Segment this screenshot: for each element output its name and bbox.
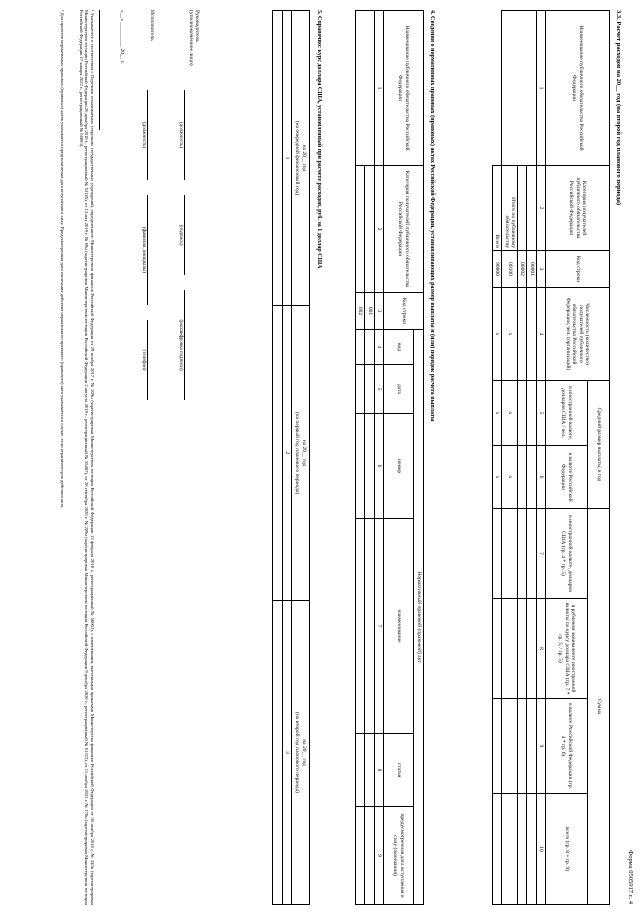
table-cell <box>502 699 518 794</box>
table-cell <box>356 365 365 414</box>
table-cell <box>518 166 527 251</box>
col-num: 2 <box>536 166 545 251</box>
section-3-3-title: 3.3. Расчет расходов на 20__ год (на второй год планового периода) <box>615 10 622 206</box>
header-sum-rub-conv: в рублевом эквиваленте иностранной валюты по курсу доллара США (гр. 7 * гр. 5, / гр. 5) <box>546 599 588 699</box>
table-cell <box>527 446 536 509</box>
col-num: 1 <box>536 11 545 166</box>
table-cell <box>493 699 502 794</box>
table-cell <box>502 794 518 905</box>
exec-position-line <box>147 90 148 180</box>
cell-x: x <box>502 288 518 381</box>
header-sum-fx: в иностранной валюте, долларов США (гр. 4 * гр. 5) <box>546 509 588 599</box>
cell-x: x <box>502 381 518 446</box>
table-cell <box>502 599 518 699</box>
col-num: 6 <box>536 446 545 509</box>
col-num: 9 <box>374 807 383 905</box>
npa-table <box>355 10 424 905</box>
position-caption: (должность) <box>178 121 183 149</box>
table-cell <box>527 699 536 794</box>
table-cell <box>356 414 365 519</box>
year-caption: (на второй год планового периода) <box>294 712 301 793</box>
col-num: 3 <box>536 251 545 288</box>
row-code: 00001 <box>527 251 536 288</box>
exec-fio-caption: (фамилия, инициалы) <box>141 226 146 274</box>
executor-label: Исполнитель <box>149 10 155 41</box>
table-cell <box>527 599 536 699</box>
year-caption: (на первый год планового периода) <box>294 411 301 495</box>
header-category: Категория получателей публичного обязательства Российской Федерации <box>546 166 610 251</box>
header-npa: Нормативный правовой (правовой) акт <box>414 330 424 905</box>
table-cell <box>272 601 282 905</box>
row-code: 00002 <box>518 251 527 288</box>
header-date: дата <box>384 365 414 414</box>
header-code: Код строки <box>384 293 424 330</box>
cell-x: x <box>493 446 502 509</box>
row-code: 002 <box>356 293 365 330</box>
header-avg-fx: в иностранной валюте, долларов США / чел. <box>546 381 588 446</box>
table-cell <box>365 807 374 905</box>
year-label: на 20__ год <box>300 439 307 467</box>
section-5-title: 5. Справочно: курс доллара США, установленный при расчете расходов, руб. за 1 доллар США <box>316 10 322 269</box>
col-num: 5 <box>536 381 545 446</box>
row-code: 00100 <box>502 251 518 288</box>
table-cell <box>518 381 527 446</box>
col-num: 10 <box>536 794 545 905</box>
header-expire: предусмотренная дата вступления в силу (окончания) <box>384 807 414 905</box>
header-year-1 <box>292 11 310 306</box>
footnote-separator <box>99 10 100 130</box>
col-num: 1 <box>282 11 291 306</box>
year-caption: (на очередной финансовый год) <box>294 120 301 196</box>
exec-fio-line <box>147 195 148 305</box>
col-num: 8 <box>374 734 383 807</box>
header-sum: Сумма <box>588 509 610 905</box>
col-num: 7 <box>536 509 545 599</box>
col-num: 4 <box>374 330 383 365</box>
col-num: 7 <box>374 519 383 734</box>
header-name: Наименование публичного обязательства Российской Федерации <box>546 11 610 166</box>
table-cell <box>365 365 374 414</box>
table-cell <box>518 794 527 905</box>
table-cell <box>365 734 374 807</box>
col-num: 4 <box>536 288 545 381</box>
col-num: 3 <box>374 293 383 330</box>
table-cell <box>365 166 374 293</box>
table-cell <box>356 734 365 807</box>
table-cell <box>527 794 536 905</box>
col-num: 8 <box>536 599 545 699</box>
row-code: 001 <box>365 293 374 330</box>
date-line: «__» _________ 20__ г. <box>119 10 125 64</box>
table-cell <box>527 509 536 599</box>
header-total: всего (гр. 8 + гр. 9) <box>546 794 588 905</box>
header-vid: вид <box>384 330 414 365</box>
col-num: 6 <box>374 414 383 519</box>
header-category: Категория получателей публичного обязательства Российской Федерации <box>384 166 424 293</box>
year-label: на 20__ год <box>300 739 307 766</box>
table-cell <box>356 11 375 166</box>
table-cell <box>527 166 536 251</box>
header-code: Код строки <box>546 251 610 288</box>
table-cell <box>365 414 374 519</box>
table-cell <box>493 509 502 599</box>
table-cell <box>502 11 536 166</box>
table-cell <box>356 166 365 293</box>
col-num: 3 <box>282 601 291 905</box>
table-cell <box>518 446 527 509</box>
phone-caption: (телефон) <box>141 349 146 371</box>
position-line <box>184 90 185 180</box>
cell-x: x <box>502 446 518 509</box>
expenses-table <box>492 10 610 905</box>
table-cell <box>493 599 502 699</box>
header-name: Наименование публичного обязательства Российской Федерации <box>384 11 424 166</box>
year-label: на 20__ год <box>300 144 307 172</box>
section-4-title: 4. Сведения о нормативных правовых (правовых) актах Российской Федерации, устанавливающих размер выплаты и (или) порядок расчета выплаты <box>429 10 435 422</box>
col-num: 5 <box>374 365 383 414</box>
footnote-2: ² Для проектов нормативных правовых (правовых) актов указывается предполагаемая дата вступления в силу. Предусмотренная дата окончания действия нормативного правового (правового) акта указывается в случае, если ограничен срок действия акта. <box>60 10 65 509</box>
phone-line <box>147 320 148 400</box>
header-title: наименование <box>384 519 414 734</box>
table-cell <box>272 306 282 601</box>
col-num: 2 <box>374 166 383 293</box>
col-num: 9 <box>536 699 545 794</box>
footnote-1: ¹ Указываются в соответствии с Перечнем оплачиваемых сторонних государственных учреждений, определенного Министерством финансов Российской Федерации от 29 ноября 2017 г. № 209н (зарегистрирован Министерством юстиции Российской Федерации 12 февраля 2018 г., регистрационный № 50003), с изменениями, внесенными приказами Министерства финансов Российской Федерации от 30 ноября 2018 г. № 243н (зарегистрирован Министерством юстиции Российской Федерации 26 декабря 2018 г., регистрационный № 53185), от 13 мая 2019 г. № 69н (зарегистрирован Министерством юстиции Российской Федерации 2 августа 2019 г., регистрационный № 55487), от 28 сентября 2020 г. № 209н (зарегистрирован Министерством юстиции Российской Федерации 9 декабря 2020 г., регистрационный № 61372), от 11 ноября 2021 г. № 170н (зарегистрирован Министерством юстиции Российской Федерации 17 января 2022 г., регистрационный № 66893). <box>78 10 95 905</box>
header-year-3 <box>292 601 310 905</box>
usd-rate-table <box>272 10 310 905</box>
row-code: 90000 <box>493 251 502 288</box>
total-label: Всего <box>493 166 502 251</box>
table-cell <box>272 11 282 306</box>
cell-x: x <box>493 381 502 446</box>
fio-line <box>184 290 185 400</box>
exec-position-caption: (должность) <box>141 121 146 149</box>
cell-x: x <box>493 288 502 381</box>
table-cell <box>527 381 536 446</box>
table-cell <box>518 699 527 794</box>
table-cell <box>356 330 365 365</box>
col-num: 2 <box>282 306 291 601</box>
header-year-2 <box>292 306 310 601</box>
table-cell <box>356 807 365 905</box>
head-label: Руководитель (уполномоченное лицо) <box>187 10 200 66</box>
table-cell <box>365 519 374 734</box>
header-count: Численность (количество) получателей публичного обязательства Российской Федерации, чел. (организаций) <box>546 288 610 381</box>
table-cell <box>493 11 502 166</box>
signature-caption: (подпись) <box>178 224 183 246</box>
header-avg-rub: в валюте Российской Федерации <box>546 446 588 509</box>
col-num: 1 <box>374 11 383 166</box>
header-sum-rub: в валюте Российской Федерации (гр. 4 * гр. 6) <box>546 699 588 794</box>
fio-caption: (расшифровка подписи) <box>178 319 183 371</box>
table-cell <box>518 509 527 599</box>
header-article: статья <box>384 734 414 807</box>
table-cell <box>518 288 527 381</box>
table-cell <box>493 794 502 905</box>
subtotal-label: Итого по публичному обязательству <box>502 166 518 251</box>
table-cell <box>502 509 518 599</box>
signature-line <box>184 195 185 275</box>
table-cell <box>365 330 374 365</box>
header-avg: Средний размер выплаты, в год <box>588 381 610 509</box>
form-code: Форма 0505917 с. 4 <box>627 850 634 904</box>
table-cell <box>527 288 536 381</box>
table-cell <box>356 519 365 734</box>
table-cell <box>518 599 527 699</box>
header-number: номер <box>384 414 414 519</box>
